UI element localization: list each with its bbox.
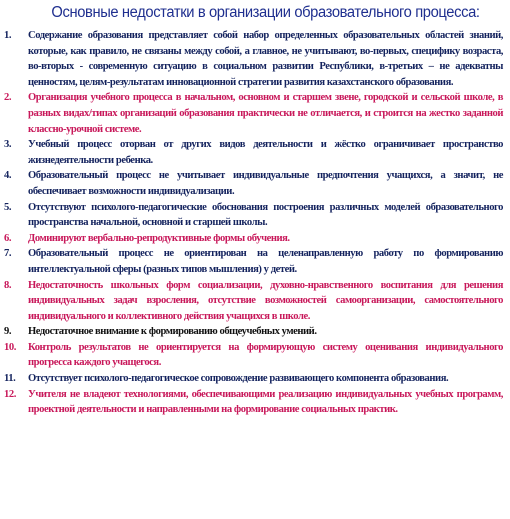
item-text: Учебный процесс оторван от других видов деятельности и жёстко ограничивает пространство жизнедеятельности ребенка. — [28, 139, 503, 166]
item-number: 5. — [4, 201, 12, 213]
item-number: 10. — [4, 341, 16, 353]
item-text: Недостаточное внимание к формированию общеучебных умений. — [28, 326, 317, 338]
item-text: Организация учебного процесса в начальном, основном и старшем звене, городской и сельской школе, в разных видах/типах организаций образования практически не отличается, и строится на жестко заданной классно-урочной системе. — [28, 92, 503, 135]
list-item — [4, 231, 503, 247]
slide-title: Основные недостатки в организации образовательного процесса: — [51, 4, 480, 21]
item-number: 1. — [4, 30, 12, 41]
item-text: Недостаточность школьных форм социализации, духовно-нравственного воспитания для решения индивидуальных задач взросления, отсутствие возможностей самоорганизации, самостоятельного индивидуального и коллективного действия учащихся в школе. — [28, 279, 503, 322]
list-item — [4, 371, 503, 387]
item-number: 2. — [4, 92, 12, 104]
item-text: Содержание образования представляет собой набор определенных образовательных областей знаний, которые, как правило, не связаны между собой, а главное, не учитывают, во-первых, специфику возраста, во-вторых - современную ситуацию в социальном развитии Республики, в-третьих – не адекватны ценностям, целям-результатам инновационной стратегии развития казахстанского образования. — [28, 30, 503, 88]
list-item — [4, 28, 503, 90]
item-text: Контроль результатов не ориентируется на формирующую систему оценивания индивидуального прогресса каждого учащегося. — [28, 341, 503, 369]
item-text: Образовательный процесс не ориентирован на целенаправленную работу по формированию интеллектуальной сферы (разных типов мышления) у детей. — [28, 248, 503, 275]
item-text: Учителя не владеют технологиями, обеспечивающими реализацию индивидуальных учебных программ, проектной деятельности и направленными на формирование социальных практик. — [28, 388, 503, 416]
list-item — [4, 200, 503, 231]
item-number: 8. — [4, 279, 12, 291]
list-item — [4, 387, 503, 418]
list-item — [4, 278, 503, 325]
item-text: Образовательный процесс не учитывает индивидуальные предпочтения учащихся, а значит, не обеспечивает возможности индивидуализации. — [28, 170, 503, 197]
item-text: Доминируют вербально-репродуктивные формы обучения. — [28, 232, 290, 244]
list-item — [4, 90, 503, 137]
item-number: 7. — [4, 248, 12, 260]
item-number: 3. — [4, 139, 12, 151]
item-number: 12. — [4, 388, 16, 400]
item-number: 6. — [4, 232, 12, 244]
list-item — [4, 324, 503, 340]
item-text: Отсутствует психолого-педагогическое сопровождение развивающего компонента образования. — [28, 373, 449, 385]
item-number: 11. — [4, 373, 16, 385]
list-item — [4, 137, 503, 168]
list-item — [4, 340, 503, 371]
item-number: 4. — [4, 170, 12, 182]
item-number: 9. — [4, 326, 12, 338]
list-item — [4, 246, 503, 277]
list-item — [4, 168, 503, 199]
shortcomings-list — [4, 28, 503, 418]
item-text: Отсутствуют психолого-педагогические обоснования построения различных моделей образовательного пространства начальной, основной и старшей школы. — [28, 201, 503, 229]
